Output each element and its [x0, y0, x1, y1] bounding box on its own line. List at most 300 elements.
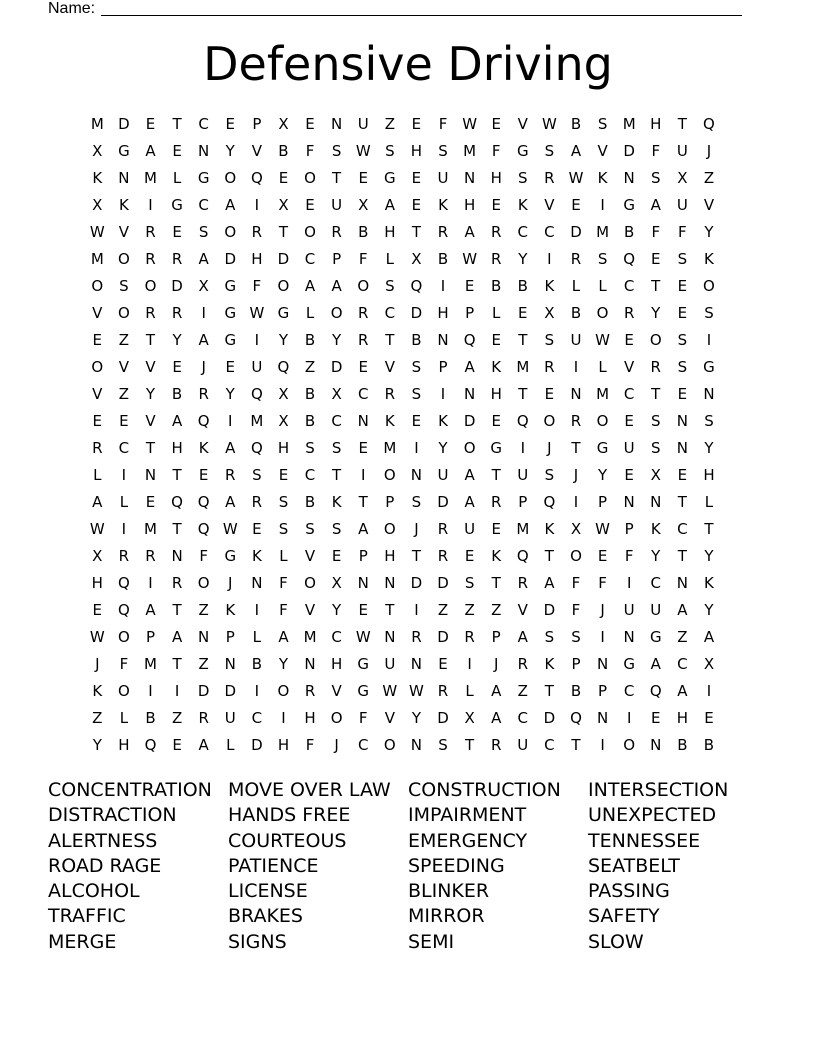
- grid-letter: B: [358, 223, 369, 241]
- grid-letter: J: [547, 439, 552, 457]
- grid-letter: U: [437, 466, 449, 484]
- grid-letter: G: [649, 628, 662, 646]
- grid-letter: H: [277, 736, 290, 754]
- grid-letter: L: [119, 709, 129, 727]
- grid-letter: D: [197, 682, 210, 700]
- grid-letter: Z: [92, 709, 103, 727]
- grid-letter: I: [414, 439, 419, 457]
- grid-letter: R: [490, 493, 502, 511]
- grid-letter: Q: [117, 574, 130, 592]
- grid-letter: Q: [277, 358, 290, 376]
- grid-letter: B: [171, 385, 183, 403]
- word-list-item: SIGNS: [228, 930, 287, 953]
- grid-letter: G: [224, 331, 237, 349]
- grid-letter: D: [224, 682, 237, 700]
- word-list-item: PATIENCE: [228, 854, 319, 877]
- grid-letter: E: [544, 385, 555, 403]
- grid-letter: V: [517, 115, 528, 133]
- grid-letter: S: [198, 223, 209, 241]
- grid-letter: Y: [278, 655, 289, 673]
- grid-letter: C: [198, 115, 209, 133]
- grid-letter: N: [463, 385, 476, 403]
- grid-letter: R: [437, 223, 449, 241]
- grid-letter: W: [382, 682, 398, 700]
- grid-letter: C: [198, 196, 209, 214]
- grid-letter: E: [624, 331, 634, 349]
- grid-letter: O: [91, 277, 104, 295]
- grid-letter: N: [463, 169, 476, 187]
- grid-letter: P: [145, 628, 155, 646]
- grid-letter: D: [570, 223, 582, 241]
- grid-letter: I: [706, 331, 712, 349]
- grid-letter: M: [144, 520, 157, 538]
- grid-letter: C: [304, 466, 316, 484]
- grid-letter: P: [332, 250, 342, 268]
- grid-letter: E: [145, 493, 156, 511]
- grid-letter: E: [411, 115, 422, 133]
- grid-letter: E: [411, 412, 422, 430]
- grid-letter: J: [201, 358, 206, 376]
- grid-letter: Y: [225, 385, 235, 403]
- grid-letter: P: [385, 493, 395, 511]
- grid-letter: Q: [171, 493, 183, 511]
- grid-letter: I: [201, 304, 206, 322]
- grid-letter: R: [145, 304, 156, 322]
- grid-letter: K: [438, 196, 448, 214]
- grid-letter: Y: [225, 142, 235, 160]
- word-list-item: MOVE OVER LAW: [228, 779, 391, 801]
- grid-letter: E: [411, 169, 422, 187]
- grid-letter: S: [411, 385, 422, 403]
- word-list-item: SAFETY: [588, 905, 660, 928]
- grid-letter: F: [491, 142, 501, 160]
- grid-letter: Q: [623, 250, 636, 268]
- word-list-item: IMPAIRMENT: [408, 804, 527, 827]
- grid-letter: P: [518, 493, 528, 511]
- grid-letter: O: [463, 439, 476, 457]
- grid-letter: F: [305, 142, 315, 160]
- grid-letter: W: [409, 682, 424, 700]
- grid-letter: U: [357, 115, 369, 133]
- grid-letter: N: [171, 547, 183, 565]
- grid-letter: E: [358, 169, 368, 187]
- grid-letter: R: [198, 709, 209, 727]
- grid-letter: H: [331, 655, 343, 673]
- grid-letter: O: [304, 574, 316, 592]
- grid-letter: K: [597, 169, 608, 187]
- grid-letter: I: [281, 709, 286, 727]
- grid-letter: Y: [704, 223, 714, 241]
- grid-letter: L: [598, 358, 607, 376]
- grid-letter: D: [437, 493, 449, 511]
- grid-letter: E: [677, 277, 688, 295]
- grid-letter: M: [622, 115, 636, 133]
- name-label: Name:: [48, 0, 96, 17]
- grid-letter: O: [383, 466, 396, 484]
- grid-letter: C: [544, 736, 555, 754]
- grid-letter: D: [463, 412, 476, 430]
- grid-letter: Z: [491, 601, 502, 619]
- grid-letter: E: [624, 412, 634, 430]
- grid-letter: O: [117, 304, 130, 322]
- grid-letter: E: [92, 601, 103, 619]
- grid-letter: E: [704, 709, 714, 727]
- grid-letter: D: [118, 115, 130, 133]
- grid-letter: T: [518, 385, 528, 403]
- grid-letter: X: [92, 547, 103, 565]
- grid-letter: D: [543, 601, 556, 619]
- grid-letter: W: [568, 169, 584, 187]
- grid-letter: D: [410, 304, 423, 322]
- grid-letter: D: [437, 574, 449, 592]
- grid-letter: S: [651, 412, 661, 430]
- grid-letter: E: [119, 412, 129, 430]
- grid-letter: Q: [117, 601, 130, 619]
- grid-letter: O: [596, 304, 609, 322]
- grid-letter: V: [92, 385, 103, 403]
- grid-letter: X: [464, 709, 475, 727]
- grid-letter: Y: [332, 601, 342, 619]
- grid-letter: H: [703, 466, 715, 484]
- grid-letter: R: [490, 736, 502, 754]
- word-list: [48, 778, 768, 955]
- grid-letter: E: [411, 196, 422, 214]
- grid-letter: A: [145, 142, 156, 160]
- grid-letter: C: [357, 736, 369, 754]
- grid-letter: R: [358, 304, 369, 322]
- grid-letter: X: [703, 655, 715, 673]
- grid-letter: Z: [171, 709, 183, 727]
- grid-letter: J: [95, 655, 100, 673]
- grid-letter: Y: [332, 331, 342, 349]
- grid-letter: R: [171, 304, 183, 322]
- word-list-item: HANDS FREE: [228, 804, 351, 827]
- grid-letter: R: [570, 412, 582, 430]
- grid-letter: Z: [677, 628, 688, 646]
- grid-letter: T: [411, 223, 421, 241]
- grid-letter: T: [544, 547, 554, 565]
- grid-letter: N: [570, 385, 582, 403]
- name-underline: [101, 1, 742, 16]
- grid-letter: A: [225, 493, 236, 511]
- grid-letter: R: [517, 655, 529, 673]
- grid-letter: G: [118, 142, 130, 160]
- grid-letter: I: [440, 385, 446, 403]
- grid-letter: B: [703, 736, 715, 754]
- grid-letter: C: [331, 412, 342, 430]
- grid-letter: H: [118, 736, 130, 754]
- grid-letter: S: [278, 520, 289, 538]
- grid-letter: B: [437, 250, 449, 268]
- grid-letter: K: [92, 682, 103, 700]
- grid-letter: O: [117, 628, 130, 646]
- grid-letter: Q: [197, 493, 210, 511]
- grid-letter: O: [224, 223, 237, 241]
- grid-letter: K: [92, 169, 103, 187]
- word-list-item: TENNESSEE: [588, 829, 701, 852]
- grid-letter: L: [93, 466, 102, 484]
- grid-letter: H: [676, 709, 688, 727]
- grid-letter: V: [118, 223, 130, 241]
- grid-letter: B: [304, 385, 316, 403]
- grid-letter: X: [92, 142, 103, 160]
- grid-letter: C: [544, 223, 555, 241]
- grid-letter: R: [118, 547, 130, 565]
- grid-letter: O: [304, 223, 316, 241]
- grid-letter: U: [650, 601, 662, 619]
- grid-letter: B: [624, 223, 635, 241]
- grid-letter: G: [197, 169, 210, 187]
- grid-letter: G: [516, 142, 529, 160]
- grid-letter: N: [224, 655, 236, 673]
- grid-letter: O: [570, 547, 582, 565]
- grid-letter: R: [411, 628, 422, 646]
- grid-letter: L: [252, 628, 262, 646]
- grid-letter: P: [624, 520, 634, 538]
- grid-letter: S: [305, 439, 315, 457]
- grid-letter: R: [384, 385, 396, 403]
- word-list-item: BRAKES: [228, 905, 303, 928]
- grid-letter: B: [304, 412, 316, 430]
- grid-letter: M: [303, 628, 317, 646]
- grid-letter: S: [438, 142, 448, 160]
- grid-letter: I: [228, 412, 233, 430]
- grid-letter: A: [570, 142, 582, 160]
- grid-letter: C: [357, 385, 369, 403]
- grid-letter: Q: [250, 385, 263, 403]
- grid-letter: B: [304, 331, 316, 349]
- grid-letter: D: [623, 142, 635, 160]
- grid-letter: R: [331, 223, 342, 241]
- grid-letter: Q: [250, 439, 263, 457]
- grid-letter: Y: [597, 466, 608, 484]
- grid-letter: C: [118, 439, 130, 457]
- grid-letter: L: [119, 493, 129, 511]
- grid-letter: Y: [651, 304, 661, 322]
- grid-letter: A: [677, 601, 688, 619]
- grid-letter: I: [148, 196, 153, 214]
- grid-letter: N: [410, 655, 423, 673]
- grid-letter: X: [331, 385, 342, 403]
- grid-letter: S: [544, 331, 555, 349]
- page-title: Defensive Driving: [203, 37, 613, 91]
- grid-letter: E: [677, 385, 688, 403]
- grid-letter: N: [144, 466, 157, 484]
- grid-letter: I: [414, 601, 419, 619]
- grid-letter: T: [704, 520, 714, 538]
- grid-letter: E: [225, 115, 235, 133]
- grid-letter: D: [171, 277, 183, 295]
- grid-letter: O: [117, 682, 130, 700]
- grid-letter: G: [171, 196, 183, 214]
- grid-letter: O: [543, 412, 556, 430]
- word-list-item: BLINKER: [408, 880, 490, 903]
- grid-letter: C: [677, 520, 688, 538]
- grid-letter: E: [438, 655, 448, 673]
- grid-letter: Y: [438, 439, 448, 457]
- grid-letter: E: [278, 169, 289, 187]
- grid-letter: D: [543, 709, 556, 727]
- grid-letter: S: [331, 142, 342, 160]
- grid-letter: U: [623, 601, 635, 619]
- grid-letter: Y: [278, 331, 289, 349]
- grid-letter: S: [411, 358, 422, 376]
- grid-letter: O: [703, 277, 715, 295]
- grid-letter: Z: [384, 115, 395, 133]
- grid-letter: R: [544, 169, 555, 187]
- grid-letter: O: [596, 412, 609, 430]
- grid-letter: I: [148, 682, 153, 700]
- grid-letter: A: [491, 682, 502, 700]
- grid-letter: T: [145, 439, 156, 457]
- grid-letter: E: [278, 466, 289, 484]
- grid-letter: K: [331, 493, 342, 511]
- grid-letter: G: [224, 277, 237, 295]
- grid-letter: H: [384, 547, 396, 565]
- grid-letter: Y: [651, 547, 661, 565]
- grid-letter: A: [464, 223, 475, 241]
- grid-letter: D: [330, 358, 343, 376]
- grid-letter: A: [225, 196, 236, 214]
- grid-letter: U: [437, 169, 449, 187]
- grid-letter: H: [171, 439, 183, 457]
- grid-letter: H: [384, 223, 396, 241]
- grid-letter: T: [491, 466, 501, 484]
- grid-letter: V: [703, 196, 715, 214]
- grid-letter: Z: [517, 682, 528, 700]
- grid-letter: Z: [118, 331, 130, 349]
- grid-letter: S: [704, 412, 714, 430]
- grid-letter: A: [384, 196, 395, 214]
- grid-letter: F: [651, 142, 661, 160]
- grid-letter: P: [598, 493, 608, 511]
- word-list-item: LICENSE: [228, 880, 308, 903]
- grid-letter: A: [464, 493, 475, 511]
- grid-letter: I: [148, 574, 153, 592]
- grid-letter: K: [491, 547, 502, 565]
- grid-letter: E: [651, 250, 661, 268]
- grid-letter: O: [357, 277, 370, 295]
- grid-letter: T: [172, 601, 182, 619]
- grid-letter: S: [278, 493, 289, 511]
- grid-letter: U: [623, 439, 635, 457]
- grid-letter: T: [332, 466, 342, 484]
- grid-letter: U: [517, 466, 529, 484]
- grid-letter: D: [437, 628, 449, 646]
- grid-letter: K: [384, 412, 395, 430]
- grid-letter: Y: [411, 709, 421, 727]
- grid-letter: R: [171, 250, 183, 268]
- grid-letter: T: [172, 466, 182, 484]
- grid-letter: O: [383, 520, 396, 538]
- grid-letter: J: [573, 466, 579, 484]
- grid-letter: K: [225, 601, 236, 619]
- grid-letter: E: [145, 115, 156, 133]
- grid-letter: M: [250, 412, 264, 430]
- word-list-item: SPEEDING: [408, 854, 505, 877]
- grid-letter: Z: [198, 655, 209, 673]
- grid-letter: R: [570, 250, 582, 268]
- grid-letter: C: [677, 655, 688, 673]
- grid-letter: R: [490, 223, 502, 241]
- grid-letter: M: [463, 142, 477, 160]
- grid-letter: K: [491, 358, 502, 376]
- word-list-item: DISTRACTION: [48, 804, 177, 827]
- grid-letter: C: [384, 304, 396, 322]
- grid-letter: V: [251, 142, 262, 160]
- grid-letter: G: [224, 304, 237, 322]
- grid-letter: G: [596, 439, 609, 457]
- grid-letter: N: [676, 574, 688, 592]
- grid-letter: H: [463, 196, 476, 214]
- grid-letter: U: [570, 331, 582, 349]
- grid-letter: I: [600, 196, 605, 214]
- grid-letter: T: [571, 736, 581, 754]
- grid-letter: H: [277, 439, 290, 457]
- grid-letter: V: [517, 601, 528, 619]
- grid-letter: S: [331, 439, 342, 457]
- grid-letter: H: [490, 169, 502, 187]
- grid-letter: A: [304, 277, 316, 295]
- grid-letter: W: [595, 520, 610, 538]
- grid-letter: A: [331, 277, 342, 295]
- grid-letter: G: [277, 304, 290, 322]
- grid-letter: F: [678, 223, 687, 241]
- grid-letter: X: [650, 466, 661, 484]
- grid-letter: E: [597, 547, 608, 565]
- grid-letter: X: [278, 196, 289, 214]
- grid-letter: N: [623, 169, 635, 187]
- grid-letter: P: [491, 628, 501, 646]
- grid-letter: V: [304, 601, 316, 619]
- grid-letter: X: [278, 115, 289, 133]
- grid-letter: R: [145, 250, 156, 268]
- grid-letter: S: [518, 169, 528, 187]
- grid-letter: F: [358, 709, 368, 727]
- grid-letter: G: [224, 547, 237, 565]
- grid-letter: E: [464, 547, 475, 565]
- grid-letter: Y: [145, 385, 156, 403]
- grid-letter: T: [278, 223, 289, 241]
- grid-letter: Z: [464, 601, 475, 619]
- grid-letter: N: [676, 439, 688, 457]
- grid-letter: G: [490, 439, 503, 457]
- grid-letter: Q: [250, 169, 263, 187]
- grid-letter: S: [385, 142, 395, 160]
- grid-letter: F: [279, 574, 288, 592]
- grid-letter: N: [357, 574, 369, 592]
- grid-letter: D: [224, 250, 237, 268]
- name-field[interactable]: [48, 0, 742, 18]
- grid-letter: V: [145, 412, 156, 430]
- grid-letter: P: [465, 304, 475, 322]
- word-list-item: SEMI: [408, 930, 455, 953]
- grid-letter: G: [357, 682, 370, 700]
- grid-letter: S: [597, 250, 608, 268]
- grid-letter: A: [198, 331, 209, 349]
- grid-letter: F: [305, 736, 315, 754]
- grid-letter: T: [172, 520, 182, 538]
- grid-letter: S: [252, 466, 262, 484]
- grid-letter: I: [121, 466, 127, 484]
- grid-letter: L: [571, 277, 581, 295]
- grid-letter: O: [224, 169, 237, 187]
- grid-letter: N: [437, 331, 449, 349]
- grid-letter: B: [251, 655, 262, 673]
- grid-letter: P: [225, 628, 235, 646]
- grid-letter: Q: [197, 412, 210, 430]
- grid-letter: S: [571, 628, 581, 646]
